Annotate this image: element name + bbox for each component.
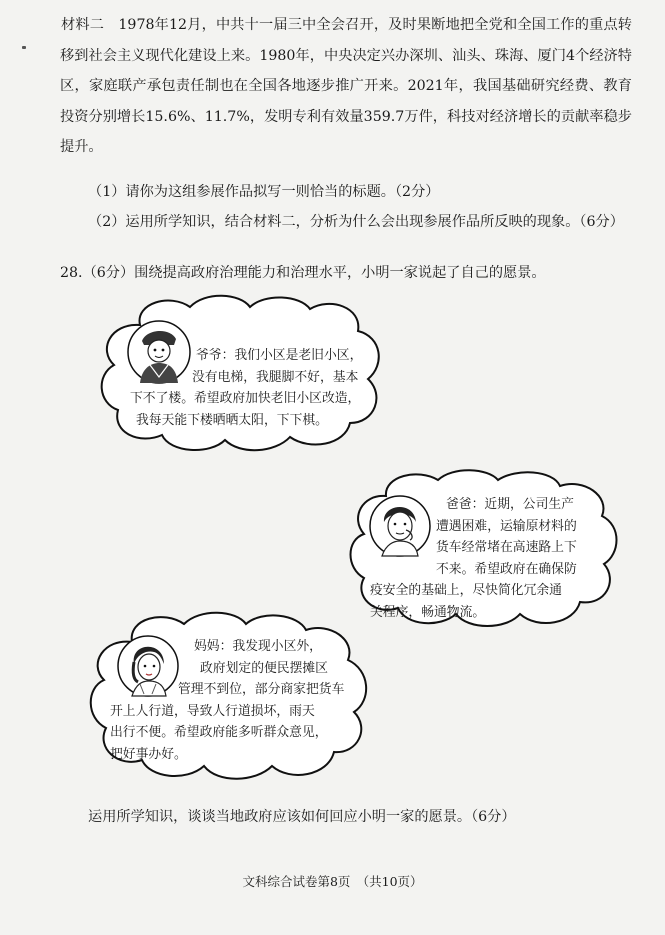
grandpa-line-1: 爷爷：我们小区是老旧小区，	[196, 348, 363, 363]
question-28-task: 运用所学知识，谈谈当地政府应该如何回应小明一家的愿景。（6分）	[88, 809, 516, 825]
dad-speech-text	[348, 494, 618, 623]
material-two-paragraph: 材料二 1978年12月，中共十一届三中全会召开，及时果断地把全党和全国工作的重点转移到社会主义现代化建设上来。1980年，中央决定兴办深圳、汕头、珠海、厦门4个经济特区，家庭联产承包责任制也在全国各地逐步推广开来。2021年，我国基础研究经费、教育投资分别增长15.6%、11.7%，发明专利有效量359.7万件，科技对经济增长的贡献率稳步提升。	[60, 17, 632, 155]
grandpa-speech-text	[100, 345, 385, 431]
mom-line-5: 出行不便。希望政府能多听群众意见，	[110, 725, 328, 740]
scan-speck	[22, 46, 26, 49]
dad-line-5: 疫安全的基础上，尽快简化冗余通	[370, 583, 562, 598]
dad-line-6: 关程序，畅通物流。	[370, 604, 486, 620]
mom-line-4: 开上人行道，导致人行道损坏，雨天	[110, 703, 315, 719]
dad-line-2: 遭遇困难，运输原材料的	[436, 518, 577, 534]
grandpa-line-2: 没有电梯，我腿脚不好，基本	[192, 369, 359, 385]
dad-line-3: 货车经常堵在高速路上下	[436, 540, 577, 555]
question-28-intro: 28.（6分）围绕提高政府治理能力和治理水平，小明一家说起了自己的愿景。	[60, 265, 546, 281]
dad-speech-cloud	[348, 470, 618, 628]
grandpa-speech-cloud	[100, 295, 385, 455]
grandpa-line-4: 我每天能下楼晒晒太阳，下下棋。	[136, 412, 328, 428]
mom-speech-cloud	[90, 612, 372, 784]
mom-line-1: 妈妈：我发现小区外，	[194, 639, 322, 654]
dad-line-1: 爸爸：近期，公司生产	[446, 497, 574, 512]
mom-line-3: 管理不到位，部分商家把货车	[178, 682, 345, 697]
mom-speech-text	[90, 636, 372, 765]
question-2: （2）运用所学知识，结合材料二，分析为什么会出现参展作品所反映的现象。（6分）	[88, 214, 624, 230]
mom-line-2: 政府划定的便民摆摊区	[200, 660, 328, 676]
dad-line-4: 不来。希望政府在确保防	[436, 561, 577, 577]
page-footer: 文科综合试卷第8页 （共10页）	[242, 874, 423, 889]
question-1: （1）请你为这组参展作品拟写一则恰当的标题。（2分）	[88, 184, 440, 200]
grandpa-line-3: 下不了楼。希望政府加快老旧小区改造，	[130, 391, 361, 406]
mom-line-6: 把好事办好。	[110, 746, 187, 762]
